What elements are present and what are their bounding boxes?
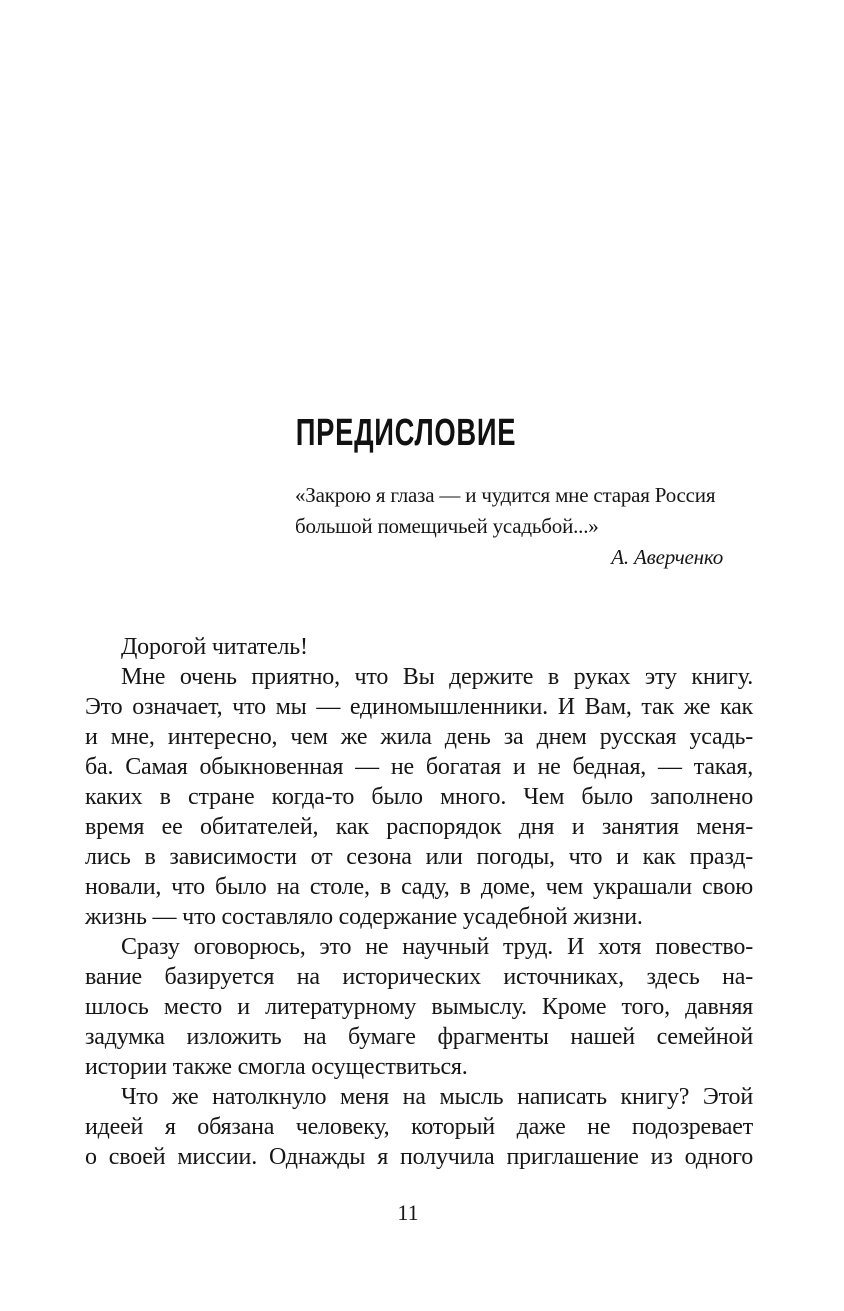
- text-line: каких в стране когда-то было много. Чем было заполнено: [85, 784, 753, 810]
- epigraph-attribution: А. Аверченко: [611, 545, 723, 569]
- text-line: время ее обитателей, как распорядок дня и занятия меня-: [85, 814, 753, 840]
- text-line: о своей миссии. Однажды я получила приглашение из одного: [85, 1144, 753, 1170]
- text-line: Сразу оговорюсь, это не научный труд. И хотя повество-: [121, 934, 753, 960]
- epigraph: [295, 480, 723, 573]
- body-text: [85, 632, 753, 1172]
- epigraph-line: «Закрою я глаза — и чудится мне старая Россия: [295, 483, 716, 507]
- text-line: ба. Самая обыкновенная — не богатая и не бедная, — такая,: [85, 754, 753, 780]
- text-line: новали, что было на столе, в саду, в доме, чем украшали свою: [85, 874, 753, 900]
- text-line: Мне очень приятно, что Вы держите в руках эту книгу.: [121, 664, 753, 690]
- text-line: идеей я обязана человеку, который даже не подозревает: [85, 1114, 753, 1140]
- text-line: Что же натолкнуло меня на мысль написать книгу? Этой: [121, 1084, 753, 1110]
- text-line: вание базируется на исторических источниках, здесь на-: [85, 964, 753, 990]
- text-line: жизнь — что составляло содержание усадебной жизни.: [85, 904, 643, 930]
- page-number: 11: [397, 1200, 419, 1225]
- text-line: и мне, интересно, чем же жила день за днем русская усадь-: [85, 724, 753, 750]
- text-line: шлось место и литературному вымыслу. Кроме того, давняя: [85, 994, 753, 1020]
- text-line: лись в зависимости от сезона или погоды, что и как празд-: [85, 844, 753, 870]
- chapter-title: ПРЕДИСЛОВИЕ: [295, 412, 517, 454]
- epigraph-line: большой помещичьей усадьбой...»: [295, 514, 599, 538]
- epigraph-text: [295, 480, 723, 542]
- text-line: Дорогой читатель!: [121, 634, 308, 660]
- text-line: истории также смогла осуществиться.: [85, 1054, 468, 1080]
- text-line: Это означает, что мы — единомышленники. И Вам, так же как: [85, 694, 753, 720]
- text-line: задумка изложить на бумаге фрагменты нашей семейной: [85, 1024, 753, 1050]
